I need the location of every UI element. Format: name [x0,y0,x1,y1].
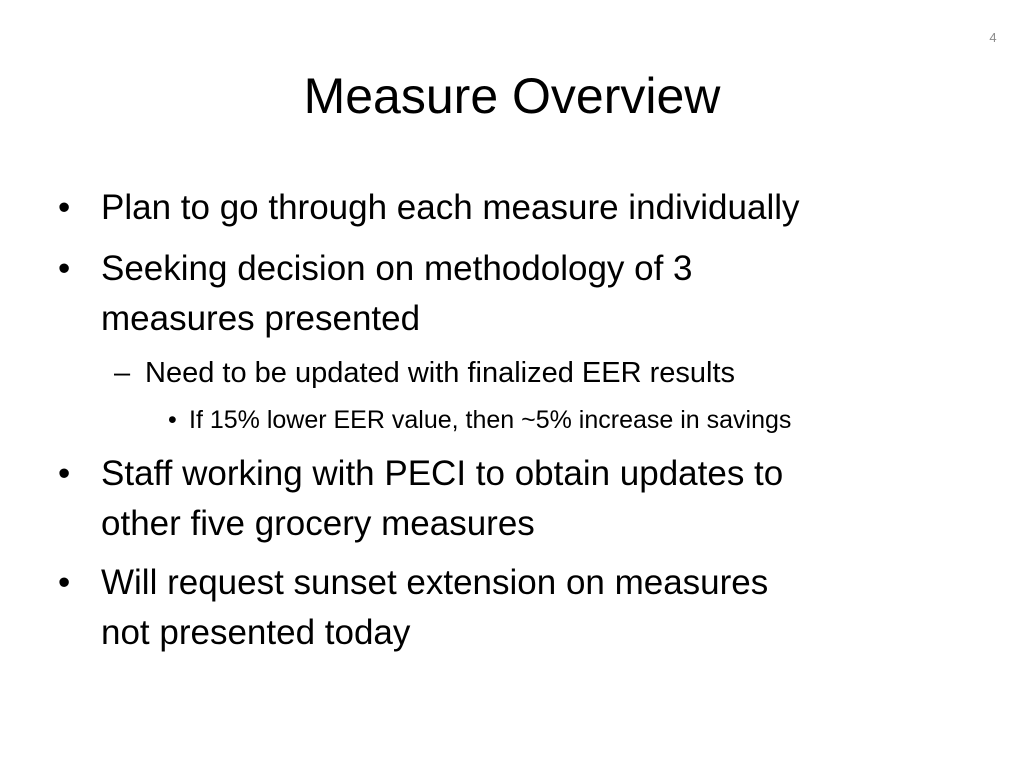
bullet-marker: • [58,249,71,288]
dash-marker: – [114,357,131,389]
bullet-marker: • [58,563,71,602]
sub-sub-bullet-text [189,403,791,437]
bullet-text [101,558,768,658]
slide-number: 4 [989,30,997,45]
bullet-line: If 15% lower EER value, then ~5% increase in savings [189,406,792,434]
bullet-line: other five grocery measures [101,504,535,543]
bullet-marker: • [58,454,71,493]
bullet-line: Plan to go through each measure individually [101,188,800,227]
bullet-line: Need to be updated with finalized EER results [145,357,736,389]
slide-title: Measure Overview [303,68,721,124]
bullet-marker: • [58,188,71,227]
bullet-marker: • [168,406,177,434]
bullet-text [101,449,783,549]
bullet-text [101,183,800,233]
bullet-line: not presented today [101,613,411,652]
bullet-line: Staff working with PECI to obtain updates to [101,454,784,493]
bullet-line: measures presented [101,299,421,338]
bullet-line: Will request sunset extension on measures [101,563,769,602]
sub-bullet-text [145,353,735,393]
bullet-text [101,244,693,344]
bullet-line: Seeking decision on methodology of 3 [101,249,693,288]
